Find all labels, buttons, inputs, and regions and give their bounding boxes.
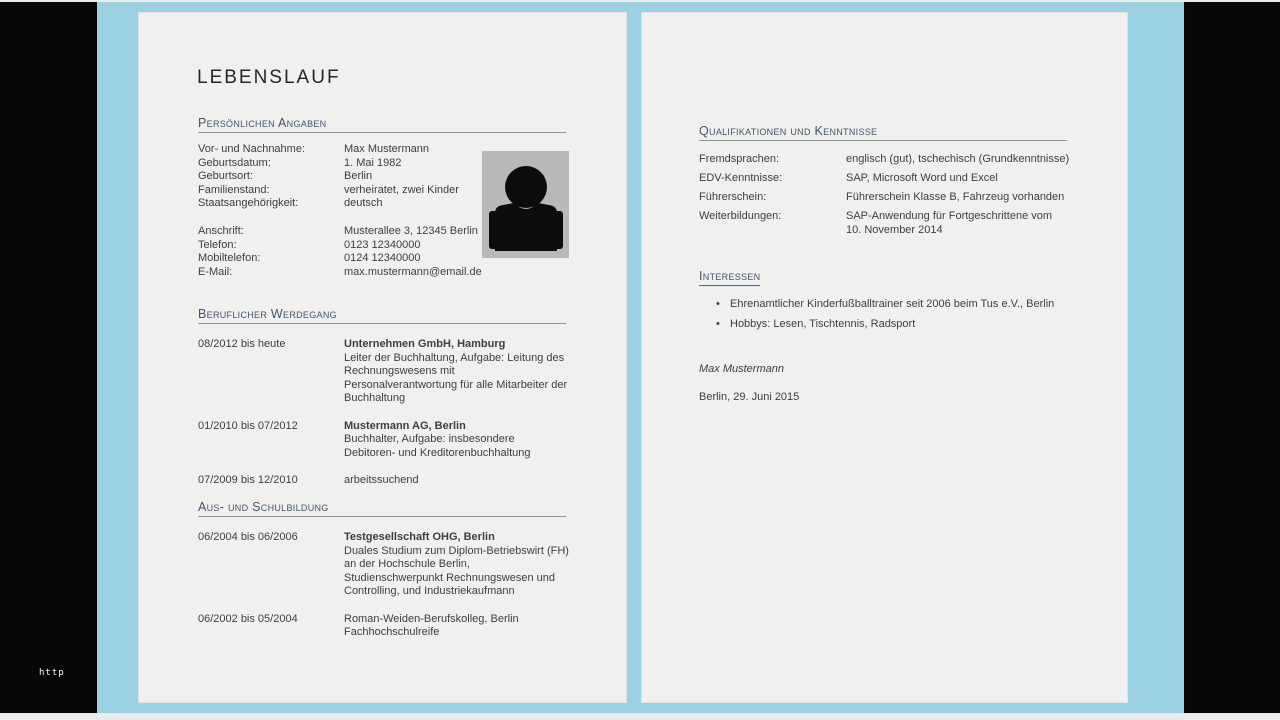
field-value: Berlin xyxy=(344,170,373,182)
qualification-rows xyxy=(699,152,1084,242)
education-entry xyxy=(198,531,578,599)
entry-company: Mustermann AG, Berlin xyxy=(344,419,466,432)
field-label: Führerschein: xyxy=(699,191,767,203)
entry-body xyxy=(344,338,569,406)
field-label: Anschrift: xyxy=(198,225,244,237)
interest-item xyxy=(716,318,1076,332)
entry-period: 01/2010 bis 07/2012 xyxy=(198,419,298,432)
entry-body xyxy=(344,531,569,599)
entry-description: Roman-Weiden-Berufskolleg, Berlin xyxy=(344,612,519,625)
field-label: Staatsangehörigkeit: xyxy=(198,197,299,209)
field-value: 0123 12340000 xyxy=(344,238,421,251)
interest-text: Hobbys: Lesen, Tischtennis, Radsport xyxy=(730,317,916,330)
signature-name: Max Mustermann xyxy=(699,363,784,375)
field-value: verheiratet, zwei Kinder xyxy=(344,183,459,196)
entry-description: Leiter der Buchhaltung, Aufgabe: Leitung des Rechnungswesens mit Personalverantwortung für alle Mitarbeiter der Buchhaltung xyxy=(344,351,568,404)
entry-body xyxy=(344,613,569,640)
field-row xyxy=(198,266,569,280)
interest-text: Ehrenamtlicher Kinderfußballtrainer seit 2006 beim Tus e.V., Berlin xyxy=(730,298,1055,310)
entry-description: Duales Studium zum Diplom-Betriebswirt (FH) an der Hochschule Berlin, Studienschwerpunkt Rechnungswesen und Controlling, und Industriekaufmann xyxy=(344,544,569,597)
field-label: Geburtsdatum: xyxy=(198,156,271,169)
resume-page-2 xyxy=(641,12,1128,703)
entry-company: Unternehmen GmbH, Hamburg xyxy=(344,338,506,350)
field-label: Fremdsprachen: xyxy=(699,153,780,165)
field-label: Vor- und Nachnahme: xyxy=(198,143,306,155)
resume-page-1 xyxy=(138,12,627,703)
section-heading-education: Aus- und Schulbildung xyxy=(198,500,566,517)
education-entries xyxy=(198,531,578,654)
career-entry xyxy=(198,338,578,406)
section-heading-personal: Persönlichen Angaben xyxy=(198,116,566,133)
person-silhouette-icon xyxy=(482,151,569,258)
entry-period: 06/2002 bis 05/2004 xyxy=(198,612,298,625)
section-heading-qualifications: Qualifikationen und Kenntnisse xyxy=(699,124,1067,141)
field-value xyxy=(846,209,1052,237)
entry-period: 08/2012 bis heute xyxy=(198,338,286,350)
field-label: Telefon: xyxy=(198,238,237,251)
interest-item xyxy=(716,298,1076,312)
entry-description-line2: Fachhochschulreife xyxy=(344,626,440,638)
signature-place-date: Berlin, 29. Juni 2015 xyxy=(699,391,800,403)
field-label: Geburtsort: xyxy=(198,170,254,182)
field-value: 1. Mai 1982 xyxy=(344,156,402,169)
field-value: englisch (gut), tschechisch (Grundkenntnisse) xyxy=(846,153,1070,165)
entry-company: Testgesellschaft OHG, Berlin xyxy=(344,531,495,543)
field-value: SAP, Microsoft Word und Excel xyxy=(846,172,998,184)
field-value: deutsch xyxy=(344,197,383,209)
entry-period: 07/2009 bis 12/2010 xyxy=(198,474,298,486)
career-entry xyxy=(198,420,578,461)
field-value-line1: SAP-Anwendung für Fortgeschrittene vom xyxy=(846,210,1053,222)
field-label: EDV-Kenntnisse: xyxy=(699,172,783,184)
entry-body xyxy=(344,474,569,488)
section-heading-career: Beruflicher Werdegang xyxy=(198,307,566,324)
entry-description: Buchhalter, Aufgabe: insbesondere Debitoren- und Kreditorenbuchhaltung xyxy=(344,433,531,459)
bullet-icon: • xyxy=(716,298,720,310)
right-black-bar xyxy=(1184,2,1280,713)
field-row xyxy=(699,152,1084,166)
field-value: Führerschein Klasse B, Fahrzeug vorhanden xyxy=(846,191,1065,203)
career-entries xyxy=(198,338,578,502)
field-label: Weiterbildungen: xyxy=(699,210,782,222)
entry-description: arbeitssuchend xyxy=(344,474,419,486)
field-label: Familienstand: xyxy=(198,183,270,196)
career-entry xyxy=(198,474,578,488)
field-row xyxy=(699,171,1084,185)
bottom-edge-strip xyxy=(0,713,1280,720)
bullet-icon: • xyxy=(716,317,720,330)
field-label: E-Mail: xyxy=(198,265,233,278)
field-value: max.mustermann@email.de xyxy=(344,265,482,278)
photo-placeholder xyxy=(482,151,569,258)
field-value: Max Mustermann xyxy=(344,143,429,155)
document-title: LEBENSLAUF xyxy=(197,67,341,88)
field-row xyxy=(699,190,1084,204)
watermark-text: http xyxy=(39,668,65,678)
interests-list xyxy=(716,298,1076,337)
field-value-line2: 10. November 2014 xyxy=(846,224,943,236)
field-row xyxy=(699,209,1084,237)
section-heading-interests: Interessen xyxy=(699,269,760,286)
field-label: Mobiltelefon: xyxy=(198,252,261,264)
top-edge-strip xyxy=(0,0,1280,2)
entry-body xyxy=(344,420,569,461)
field-value: Musterallee 3, 12345 Berlin xyxy=(344,225,478,237)
entry-period: 06/2004 bis 06/2006 xyxy=(198,531,298,543)
left-black-bar xyxy=(0,2,97,713)
field-value: 0124 12340000 xyxy=(344,252,421,264)
education-entry xyxy=(198,613,578,640)
